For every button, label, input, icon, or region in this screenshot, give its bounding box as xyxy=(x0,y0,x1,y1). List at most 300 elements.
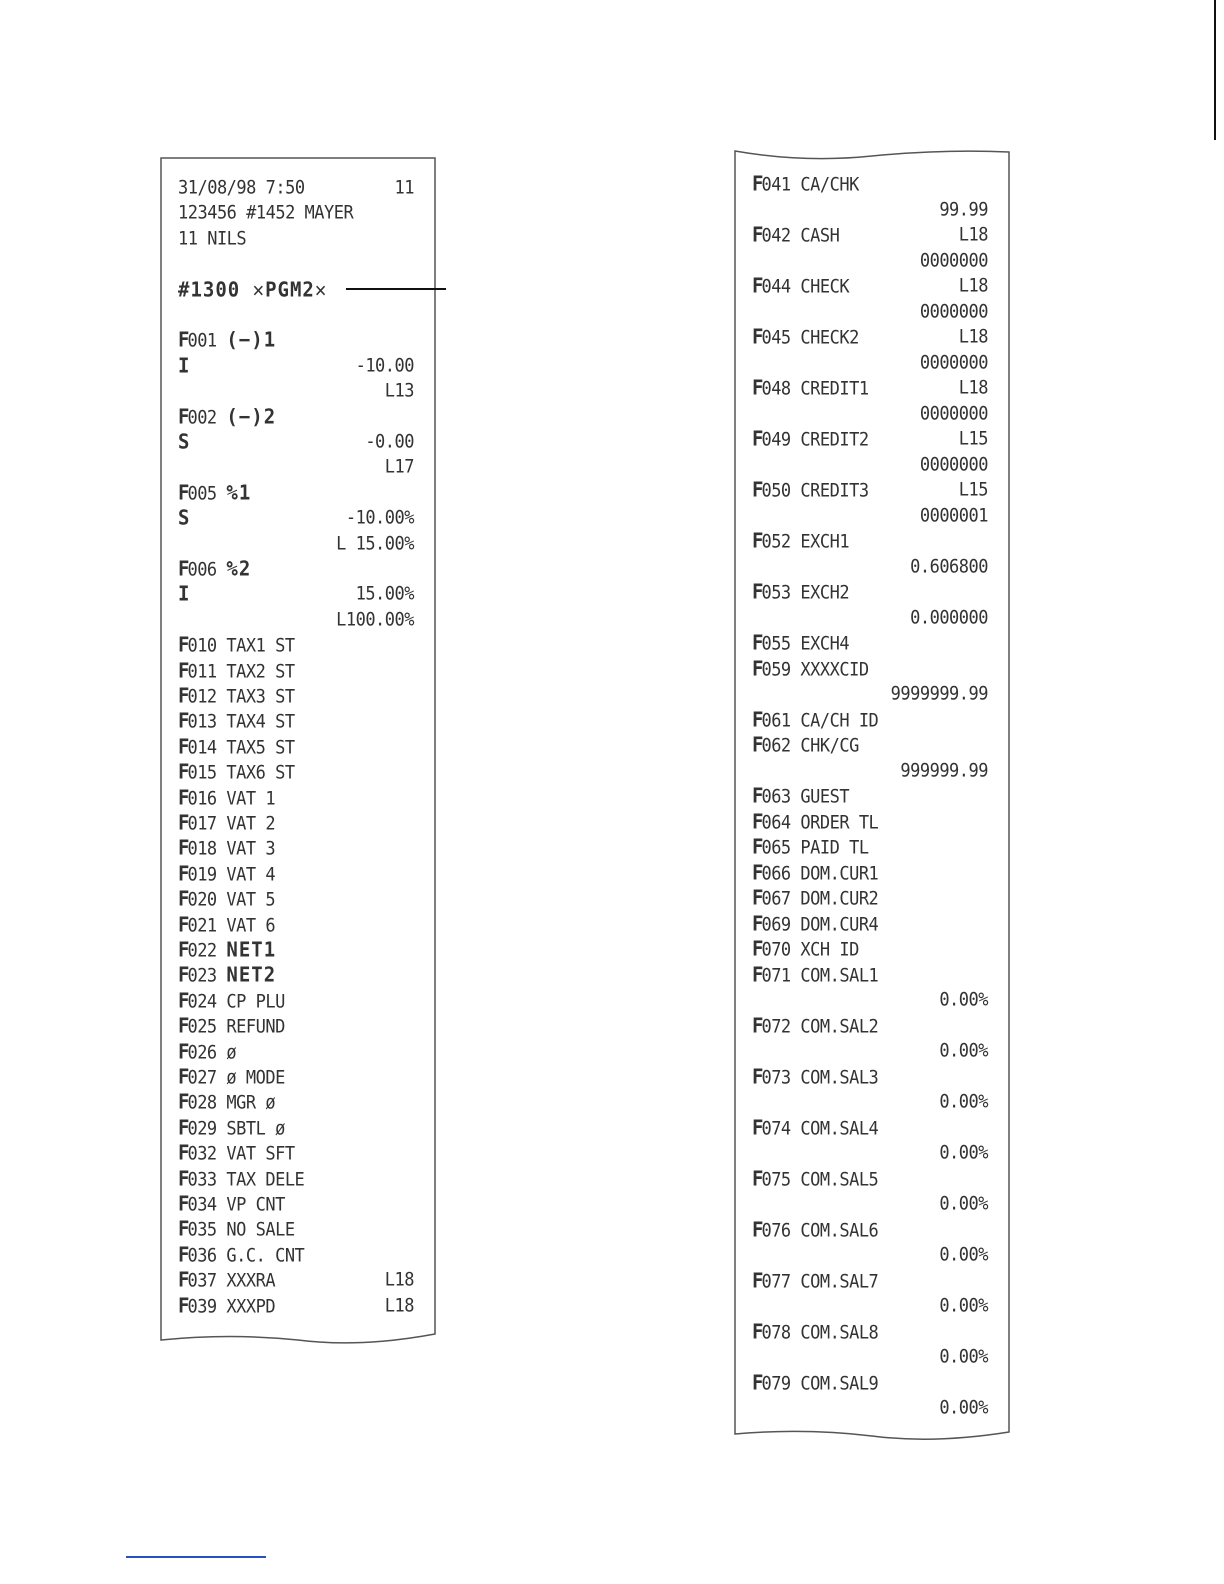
receipt-line xyxy=(752,1293,988,1320)
function-text: CHECK xyxy=(800,276,850,298)
receipt-line-label xyxy=(752,707,878,735)
function-code: 013 xyxy=(187,711,227,734)
f-marker: F xyxy=(752,274,762,298)
function-code: 048 xyxy=(761,378,801,400)
receipt-line xyxy=(752,1064,988,1091)
function-text: (−)2 xyxy=(226,404,277,429)
f-marker: F xyxy=(752,1166,762,1191)
receipt-line-value: L15 xyxy=(958,428,988,450)
f-marker: F xyxy=(178,760,188,785)
receipt-line xyxy=(752,273,988,300)
receipt-line xyxy=(752,222,988,249)
receipt-line xyxy=(178,835,414,862)
function-code: 005 xyxy=(187,483,227,505)
f-marker: F xyxy=(178,1242,188,1267)
function-code: 033 xyxy=(187,1168,227,1191)
f-marker: F xyxy=(752,631,762,655)
function-text: TAX DELE xyxy=(226,1168,305,1191)
function-text: CP PLU xyxy=(226,991,285,1013)
function-code: 075 xyxy=(761,1168,801,1191)
pointer-line xyxy=(346,288,446,290)
function-text: COM.SAL2 xyxy=(800,1015,879,1038)
function-code: 024 xyxy=(187,991,227,1013)
function-code: 036 xyxy=(187,1245,227,1267)
receipt-line xyxy=(752,732,988,759)
function-text: COM.SAL6 xyxy=(800,1219,879,1242)
receipt-line-value: L18 xyxy=(384,1294,414,1317)
f-marker: F xyxy=(752,172,762,196)
f-marker: F xyxy=(178,963,188,988)
receipt-line-label xyxy=(178,581,190,609)
function-text: CA/CHK xyxy=(800,174,859,196)
function-text: COM.SAL7 xyxy=(800,1270,879,1293)
receipt-line-value: 0.00% xyxy=(939,1397,988,1419)
receipt-line-label xyxy=(752,630,849,658)
f-marker: F xyxy=(752,656,762,681)
f-marker: F xyxy=(178,1217,188,1242)
function-code: 039 xyxy=(187,1295,227,1318)
receipt-line-value: 0.00% xyxy=(939,1295,988,1317)
receipt-line-value: L 15.00% xyxy=(336,532,414,555)
function-code: 052 xyxy=(761,531,801,553)
f-marker: F xyxy=(752,835,762,859)
f-marker: F xyxy=(178,861,188,886)
function-code: 079 xyxy=(761,1372,801,1395)
receipt-line-label xyxy=(178,683,295,711)
function-text: ORDER TL xyxy=(800,811,879,834)
receipt-line xyxy=(178,1140,414,1167)
receipt-line xyxy=(178,302,414,329)
receipt-line-value: 11 xyxy=(394,177,414,199)
function-code: 016 xyxy=(187,787,227,810)
receipt-line-label xyxy=(178,861,275,889)
function-text: 123456 #1452 MAYER xyxy=(178,202,354,225)
f-marker: F xyxy=(178,734,188,759)
receipt-line-label xyxy=(178,1013,285,1041)
function-text: VP CNT xyxy=(226,1194,285,1216)
receipt-line-value: 999999.99 xyxy=(900,759,988,782)
function-text: VAT 4 xyxy=(226,864,276,886)
receipt-line-value: L18 xyxy=(958,326,988,348)
f-marker: F xyxy=(752,1268,762,1293)
function-code: 078 xyxy=(761,1321,801,1344)
function-text: VAT 3 xyxy=(226,838,276,861)
receipt-line-label xyxy=(752,222,839,250)
receipt-line xyxy=(178,683,414,710)
function-code: 029 xyxy=(187,1118,227,1140)
f-marker: F xyxy=(178,328,188,353)
receipt-line-label xyxy=(178,1166,304,1194)
receipt-line xyxy=(178,1064,414,1091)
f-marker: F xyxy=(178,1192,188,1216)
receipt-line-value: 0.00% xyxy=(939,1193,988,1215)
receipt-line xyxy=(178,226,414,253)
receipt-line xyxy=(178,454,414,481)
receipt-line-value: L17 xyxy=(384,456,414,479)
receipt-line xyxy=(178,1242,414,1269)
function-code: 015 xyxy=(187,762,227,785)
function-text: NET2 xyxy=(226,963,277,988)
function-code: 002 xyxy=(187,406,227,429)
receipt-line xyxy=(178,886,414,913)
function-text: COM.SAL4 xyxy=(800,1117,879,1140)
receipt-line xyxy=(178,785,414,812)
function-code: 023 xyxy=(187,965,227,988)
receipt-line-label xyxy=(178,480,251,508)
receipt-line-label xyxy=(752,962,878,990)
function-code: 045 xyxy=(761,327,801,349)
receipt-line-value: L18 xyxy=(958,377,988,399)
function-text: VAT 6 xyxy=(226,914,276,937)
function-code: 077 xyxy=(761,1270,801,1293)
function-text: TAX3 ST xyxy=(226,686,295,708)
receipt-line xyxy=(178,1013,414,1040)
function-text: MGR ø xyxy=(226,1092,276,1115)
receipt-line xyxy=(752,758,988,785)
function-text: S xyxy=(178,430,191,454)
receipt-line-value: 0000000 xyxy=(919,402,988,425)
f-marker: F xyxy=(178,1065,188,1089)
receipt-line-value: L15 xyxy=(958,479,988,501)
receipt-line xyxy=(752,528,988,555)
function-code: 026 xyxy=(187,1041,227,1064)
function-text: TAX6 ST xyxy=(226,762,295,785)
receipt-line xyxy=(752,936,988,963)
receipt-line-label xyxy=(178,810,275,838)
receipt-line-value: 99.99 xyxy=(939,198,988,221)
receipt-line-label xyxy=(752,656,869,684)
f-marker: F xyxy=(178,1268,188,1293)
f-marker: F xyxy=(752,529,762,553)
receipt-line xyxy=(752,299,988,326)
receipt-line xyxy=(178,556,414,583)
f-marker: F xyxy=(752,1370,762,1395)
receipt-line xyxy=(178,378,414,405)
function-text: GUEST xyxy=(800,786,850,808)
function-code: 018 xyxy=(187,838,227,861)
function-text: COM.SAL1 xyxy=(800,964,879,987)
function-text: %1 xyxy=(226,480,252,505)
receipt-line-label xyxy=(178,1089,275,1117)
f-marker: F xyxy=(178,1166,188,1191)
receipt-left xyxy=(160,158,436,1348)
f-marker: F xyxy=(752,809,762,834)
receipt-line xyxy=(178,1115,414,1142)
receipt-line xyxy=(178,759,414,786)
f-marker: F xyxy=(752,1319,762,1344)
receipt-line xyxy=(178,251,414,278)
receipt-line-label xyxy=(752,860,878,888)
receipt-line xyxy=(178,607,414,634)
receipt-line-label xyxy=(752,426,869,454)
function-code: 025 xyxy=(187,1016,227,1039)
function-code: 059 xyxy=(761,658,801,681)
receipt-line-label xyxy=(178,404,276,432)
f-marker: F xyxy=(178,404,188,429)
receipt-line-value: 0000000 xyxy=(919,351,988,374)
receipt-line xyxy=(752,1242,988,1269)
receipt-line xyxy=(752,477,988,504)
f-marker: F xyxy=(752,1115,762,1140)
receipt-line-label xyxy=(178,327,276,355)
receipt-line xyxy=(178,1089,414,1116)
function-text: VAT 2 xyxy=(226,813,276,835)
function-code: 019 xyxy=(187,864,227,886)
receipt-line-label xyxy=(178,1267,275,1295)
function-text: CREDIT1 xyxy=(800,378,869,400)
function-text: VAT 5 xyxy=(226,889,276,912)
f-marker: F xyxy=(752,733,762,757)
receipt-line-label xyxy=(178,988,285,1016)
receipt-line xyxy=(752,579,988,606)
function-text: I xyxy=(178,353,191,378)
function-text: VAT SFT xyxy=(226,1143,295,1166)
receipt-line-label xyxy=(178,556,251,584)
f-marker: F xyxy=(752,580,762,604)
receipt-line xyxy=(178,1216,414,1243)
receipt-line xyxy=(752,1166,988,1193)
f-marker: F xyxy=(178,912,188,937)
function-text: %2 xyxy=(226,557,252,581)
function-code: 063 xyxy=(761,786,801,808)
function-code: 010 xyxy=(187,635,227,658)
f-marker: F xyxy=(752,707,762,732)
f-marker: F xyxy=(752,376,762,400)
receipt-line-label xyxy=(178,1293,275,1321)
function-text: CHK/CG xyxy=(800,735,859,757)
receipt-line-value: 0.00% xyxy=(939,989,988,1011)
function-text: TAX5 ST xyxy=(226,737,295,759)
f-marker: F xyxy=(178,1293,188,1318)
receipt-line-label xyxy=(752,579,849,607)
receipt-line-value: 0000000 xyxy=(919,249,988,272)
function-code: 069 xyxy=(761,913,801,936)
footer-rule xyxy=(126,1556,266,1558)
f-marker: F xyxy=(178,1014,188,1039)
function-text: DOM.CUR2 xyxy=(800,888,879,910)
function-text: XCH ID xyxy=(800,939,859,961)
receipt-line xyxy=(752,885,988,912)
function-text: DOM.CUR1 xyxy=(800,862,879,885)
receipt-line xyxy=(752,1191,988,1218)
function-text: COM.SAL3 xyxy=(800,1066,879,1089)
function-text: (−)1 xyxy=(226,328,277,353)
function-text: G.C. CNT xyxy=(226,1245,305,1267)
receipt-line xyxy=(178,810,414,837)
receipt-line xyxy=(178,429,414,456)
f-marker: F xyxy=(752,478,762,502)
receipt-line-label xyxy=(752,834,869,862)
receipt-line xyxy=(752,1344,988,1371)
function-code: 076 xyxy=(761,1219,801,1242)
receipt-line xyxy=(752,1115,988,1142)
receipt-line-value: L18 xyxy=(958,224,988,246)
receipt-line-label xyxy=(178,505,190,533)
receipt-line xyxy=(178,658,414,685)
receipt-line xyxy=(752,911,988,938)
receipt-line xyxy=(752,1370,988,1397)
receipt-line xyxy=(752,962,988,989)
receipt-line-label xyxy=(178,962,276,990)
receipt-line-value: -10.00% xyxy=(345,507,414,529)
function-code: 064 xyxy=(761,811,801,834)
function-code: 074 xyxy=(761,1117,801,1140)
receipt-line xyxy=(178,480,414,507)
function-code: 066 xyxy=(761,862,801,885)
function-text: XXXXCID xyxy=(800,658,869,681)
receipt-line-value: -0.00 xyxy=(365,431,414,453)
function-code: 065 xyxy=(761,837,801,859)
function-text: #1300 ✕PGM2✕ xyxy=(178,277,328,302)
receipt-line-label xyxy=(752,477,869,505)
function-code: 071 xyxy=(761,964,801,987)
function-text: I xyxy=(178,582,191,607)
function-code: 035 xyxy=(187,1219,227,1242)
function-code: 034 xyxy=(187,1194,227,1216)
function-code: 072 xyxy=(761,1015,801,1038)
f-marker: F xyxy=(752,1217,762,1242)
function-text: XXXRA xyxy=(226,1270,276,1293)
function-text: PAID TL xyxy=(800,837,869,859)
receipt-line-value: 0.00% xyxy=(939,1244,988,1266)
function-code: 073 xyxy=(761,1066,801,1089)
function-text: ø xyxy=(226,1041,237,1064)
f-marker: F xyxy=(752,860,762,885)
function-code: 017 xyxy=(187,813,227,835)
function-code: 014 xyxy=(187,737,227,759)
function-text: VAT 1 xyxy=(226,787,276,810)
receipt-line-value: 0000000 xyxy=(919,453,988,476)
function-text: EXCH1 xyxy=(800,531,850,553)
f-marker: F xyxy=(752,962,762,987)
f-marker: F xyxy=(178,1141,188,1166)
receipt-line-label xyxy=(178,1216,295,1244)
function-code: 044 xyxy=(761,276,801,298)
receipt-line xyxy=(752,350,988,377)
receipt-line-label xyxy=(178,759,295,787)
receipt-line xyxy=(178,1293,414,1320)
receipt-line-label xyxy=(752,885,878,913)
receipt-line xyxy=(178,734,414,761)
receipt-line xyxy=(178,1267,414,1294)
receipt-line-label xyxy=(178,277,327,305)
receipt-line xyxy=(752,681,988,708)
function-text: REFUND xyxy=(226,1016,285,1039)
f-marker: F xyxy=(178,557,188,581)
function-text: XXXPD xyxy=(226,1295,276,1318)
function-code: 049 xyxy=(761,429,801,451)
receipt-line-value: L18 xyxy=(958,275,988,297)
receipt-line xyxy=(178,708,414,735)
receipt-line xyxy=(752,1013,988,1040)
f-marker: F xyxy=(178,811,188,835)
receipt-line-value: L13 xyxy=(384,380,414,402)
receipt-line-label xyxy=(178,175,305,202)
receipt-line-value: 0.00% xyxy=(939,1346,988,1368)
receipt-line-value: L100.00% xyxy=(336,608,414,631)
f-marker: F xyxy=(178,480,188,505)
function-code: 022 xyxy=(187,940,227,962)
receipt-line-value: 9999999.99 xyxy=(890,683,988,705)
receipt-line-label xyxy=(752,1013,878,1041)
f-marker: F xyxy=(178,938,188,962)
receipt-line-label xyxy=(752,1319,878,1347)
receipt-line xyxy=(752,630,988,657)
receipt-line-label xyxy=(178,429,190,457)
function-text: CHECK2 xyxy=(800,327,859,349)
function-text: COM.SAL5 xyxy=(800,1168,879,1191)
receipt-line-label xyxy=(178,886,275,914)
receipt-line xyxy=(752,707,988,734)
function-code: 006 xyxy=(187,559,227,581)
f-marker: F xyxy=(752,223,762,247)
receipt-line xyxy=(752,197,988,224)
receipt-line-value: 0.000000 xyxy=(910,606,988,629)
function-text: DOM.CUR4 xyxy=(800,913,879,936)
receipt-line-label xyxy=(752,1268,878,1296)
receipt-right xyxy=(734,148,1010,1444)
function-text: EXCH2 xyxy=(800,582,850,604)
receipt-line-value: 0.00% xyxy=(939,1091,988,1113)
receipt-line xyxy=(178,912,414,939)
f-marker: F xyxy=(178,1039,188,1064)
receipt-line-label xyxy=(752,936,859,964)
receipt-line-label xyxy=(178,632,295,660)
function-text: NO SALE xyxy=(226,1219,295,1242)
receipt-line-value: 0.606800 xyxy=(910,555,988,578)
receipt-line xyxy=(178,277,414,304)
receipt-line-label xyxy=(178,353,190,381)
function-code: 027 xyxy=(187,1067,227,1089)
receipt-line-label xyxy=(752,1166,878,1194)
receipt-line-value: 0.00% xyxy=(939,1040,988,1062)
receipt-line-label xyxy=(178,708,295,736)
receipt-line-label xyxy=(178,658,295,686)
receipt-line xyxy=(752,452,988,479)
receipt-line xyxy=(178,937,414,964)
receipt-line xyxy=(178,404,414,431)
receipt-line-label xyxy=(178,200,353,227)
receipt-line-label xyxy=(178,1191,285,1219)
f-marker: F xyxy=(178,785,188,810)
receipt-line xyxy=(178,988,414,1015)
function-text: 11 NILS xyxy=(178,227,247,250)
receipt-line xyxy=(752,426,988,453)
function-code: 011 xyxy=(187,660,227,683)
function-text: EXCH4 xyxy=(800,633,850,655)
receipt-line xyxy=(752,656,988,683)
function-text: CREDIT3 xyxy=(800,480,869,502)
receipt-line-value: 0.00% xyxy=(939,1142,988,1164)
receipt-line xyxy=(178,531,414,558)
function-text: TAX2 ST xyxy=(226,660,295,683)
receipt-line xyxy=(178,327,414,354)
f-marker: F xyxy=(752,911,762,936)
function-text: SBTL ø xyxy=(226,1118,285,1140)
receipt-line-label xyxy=(178,1242,304,1270)
receipt-line xyxy=(178,1166,414,1193)
receipt-line-label xyxy=(178,835,275,863)
receipt-line-label xyxy=(752,783,849,811)
receipt-line xyxy=(178,175,414,202)
f-marker: F xyxy=(752,325,762,349)
receipt-line-label xyxy=(752,171,859,199)
f-marker: F xyxy=(178,709,188,734)
receipt-line xyxy=(752,860,988,887)
receipt-line-label xyxy=(752,273,849,301)
receipt-line-value: 0000000 xyxy=(919,300,988,323)
receipt-line xyxy=(752,1319,988,1346)
